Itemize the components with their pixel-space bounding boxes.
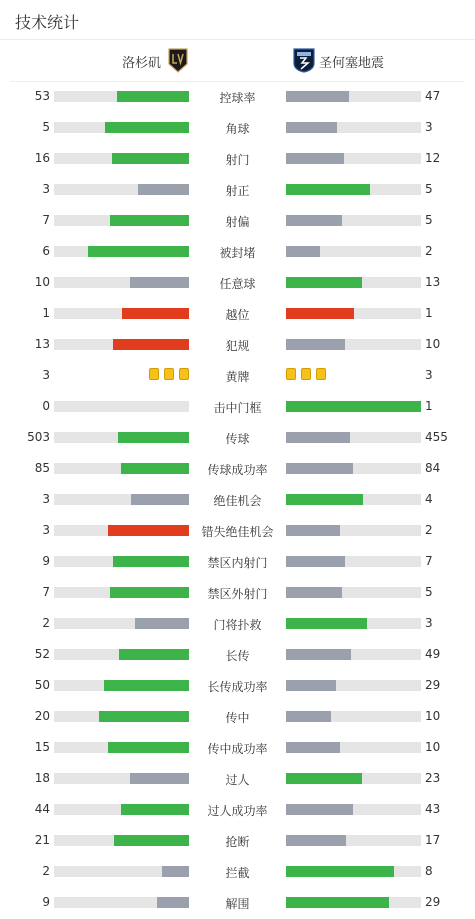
stat-label: 角球 [225,122,250,136]
away-value: 29 [425,895,441,909]
away-bar-track [286,91,421,102]
away-bar-track [286,525,421,536]
away-bar-fill [286,897,389,908]
home-value: 53 [34,89,50,103]
stat-label: 黄牌 [225,370,250,384]
stat-label: 传球 [225,432,250,446]
away-bar-fill [286,91,349,102]
home-bar-fill [157,897,189,908]
away-bar-track [286,215,421,226]
home-value: 52 [34,647,50,661]
away-value: 12 [425,151,441,165]
home-bar-track [54,91,189,102]
home-bar-track [54,246,189,257]
home-value: 3 [42,182,50,196]
away-bar-track [286,401,421,412]
stat-row [0,298,475,329]
home-bar-track [54,587,189,598]
home-value: 16 [34,151,50,165]
away-bar-track [286,804,421,815]
away-value: 2 [425,523,433,537]
stat-label: 射正 [225,184,250,198]
away-value: 23 [425,771,441,785]
home-value: 1 [42,306,50,320]
stat-label: 拦截 [225,866,250,880]
home-bar-track [54,525,189,536]
away-bar-track [286,494,421,505]
away-bar-fill [286,835,346,846]
home-bar-track [54,463,189,474]
away-bar-track [286,618,421,629]
home-bar-track [54,494,189,505]
home-team-name[interactable]: 洛杉矶 [121,56,161,71]
away-bar-fill [286,525,340,536]
away-bar-fill [286,494,363,505]
away-value: 43 [425,802,441,816]
away-bar-track [286,122,421,133]
away-bar-fill [286,804,353,815]
home-value: 503 [27,430,50,444]
away-value: 7 [425,554,433,568]
away-value: 2 [425,244,433,258]
stat-row [0,174,475,205]
home-value: 50 [34,678,50,692]
away-bar-track [286,277,421,288]
stat-label: 犯规 [225,339,250,353]
home-value: 15 [34,740,50,754]
away-bar-track [286,835,421,846]
away-bar-track [286,742,421,753]
home-bar-fill [135,618,189,629]
away-team-name[interactable]: 圣何塞地震 [319,56,385,71]
home-value: 44 [34,802,50,816]
home-value: 3 [42,523,50,537]
home-value: 85 [34,461,50,475]
home-bar-fill [121,804,189,815]
stat-label: 传中 [225,711,250,725]
stat-label: 过人成功率 [207,804,268,818]
stats-list [0,81,475,918]
home-value: 7 [42,213,50,227]
stat-label: 任意球 [219,277,256,291]
home-bar-fill [104,680,189,691]
stat-row [0,267,475,298]
stat-label: 禁区外射门 [207,587,268,601]
away-bar-fill [286,463,353,474]
stat-row [0,670,475,701]
away-bar-track [286,897,421,908]
stat-row [0,484,475,515]
away-bar-fill [286,308,354,319]
home-bar-track [54,401,189,412]
home-bar-track [54,866,189,877]
stat-row [0,546,475,577]
stat-row [0,391,475,422]
away-bar-fill [286,649,351,660]
away-value: 5 [425,182,433,196]
stat-row [0,515,475,546]
away-value: 5 [425,585,433,599]
home-bar-track [54,680,189,691]
away-value: 1 [425,399,433,413]
away-bar-track [286,339,421,350]
away-value: 3 [425,368,433,382]
home-bar-track [54,742,189,753]
away-bar-fill [286,153,344,164]
stat-row [0,732,475,763]
home-bar-track [54,308,189,319]
away-value: 1 [425,306,433,320]
home-value: 3 [42,368,50,382]
stat-row [0,143,475,174]
away-bar-track [286,308,421,319]
stat-label: 解围 [225,897,250,911]
home-bar-track [54,804,189,815]
stat-row [0,112,475,143]
away-bar-fill [286,401,421,412]
away-value: 8 [425,864,433,878]
home-bar-track [54,432,189,443]
stat-row [0,81,475,112]
home-value: 18 [34,771,50,785]
away-bar-fill [286,277,362,288]
stat-row [0,825,475,856]
stat-label: 长传 [225,649,250,663]
away-value: 4 [425,492,433,506]
away-bar-fill [286,215,342,226]
home-value: 20 [34,709,50,723]
yellow-card-icon [316,368,326,380]
home-bar-fill [119,649,189,660]
yellow-card-icon [149,368,159,380]
yellow-card-icon [286,368,296,380]
stat-row [0,639,475,670]
stat-label: 射门 [225,153,250,167]
away-value: 29 [425,678,441,692]
stat-label: 错失绝佳机会 [201,525,274,539]
home-bar-track [54,897,189,908]
away-bar-track [286,463,421,474]
stat-label: 传球成功率 [207,463,268,477]
home-bar-track [54,773,189,784]
home-value: 9 [42,554,50,568]
home-bar-track [54,711,189,722]
home-bar-fill [110,215,189,226]
away-bar-fill [286,742,340,753]
away-bar-track [286,153,421,164]
stat-row [0,887,475,918]
home-bar-track [54,339,189,350]
stat-label: 控球率 [219,91,256,105]
home-bar-track [54,556,189,567]
stat-label: 过人 [225,773,250,787]
home-bar-fill [114,835,189,846]
home-bar-track [54,649,189,660]
home-value: 2 [42,616,50,630]
home-bar-fill [122,308,190,319]
stat-row [0,205,475,236]
home-value: 10 [34,275,50,289]
home-value: 6 [42,244,50,258]
home-bar-fill [112,153,189,164]
home-bar-fill [105,122,189,133]
stat-label: 被封堵 [219,246,256,260]
away-value: 10 [425,740,441,754]
away-bar-track [286,711,421,722]
home-bar-fill [130,277,189,288]
away-bar-fill [286,432,350,443]
home-bar-fill [113,339,189,350]
home-bar-fill [117,91,189,102]
away-value: 10 [425,337,441,351]
home-value: 7 [42,585,50,599]
away-bar-fill [286,680,336,691]
stat-label: 绝佳机会 [213,494,262,508]
stat-label: 越位 [225,308,250,322]
stat-row [0,577,475,608]
home-team-logo-icon[interactable] [168,48,188,73]
stat-label: 门将扑救 [213,618,262,632]
away-bar-track [286,587,421,598]
home-bar-track [54,277,189,288]
away-bar-track [286,773,421,784]
away-bar-fill [286,866,394,877]
away-bar-fill [286,184,370,195]
home-value: 3 [42,492,50,506]
home-value: 13 [34,337,50,351]
home-bar-fill [108,525,189,536]
away-value: 13 [425,275,441,289]
stat-label: 击中门框 [213,401,262,415]
stat-label: 禁区内射门 [207,556,268,570]
home-value: 9 [42,895,50,909]
away-bar-track [286,246,421,257]
stat-row [0,763,475,794]
away-bar-track [286,866,421,877]
home-bar-fill [108,742,189,753]
home-bar-fill [113,556,189,567]
page-title: 技术统计 [15,13,80,32]
stat-row [0,701,475,732]
home-yellow-cards [144,368,189,382]
yellow-card-icon [179,368,189,380]
away-bar-fill [286,246,320,257]
away-bar-fill [286,587,342,598]
home-bar-fill [162,866,189,877]
home-bar-track [54,122,189,133]
home-value: 21 [34,833,50,847]
home-bar-fill [88,246,189,257]
away-bar-fill [286,711,331,722]
away-value: 47 [425,89,441,103]
away-bar-track [286,649,421,660]
away-bar-track [286,556,421,567]
stat-row [0,453,475,484]
stat-row [0,329,475,360]
home-bar-track [54,184,189,195]
stat-label: 射偏 [225,215,250,229]
away-bar-fill [286,773,362,784]
home-bar-fill [118,432,189,443]
team-header [0,40,475,82]
stat-label: 传中成功率 [207,742,268,756]
away-value: 5 [425,213,433,227]
away-bar-track [286,184,421,195]
stat-label: 长传成功率 [207,680,268,694]
away-bar-fill [286,556,345,567]
yellow-card-icon [301,368,311,380]
home-bar-fill [110,587,189,598]
away-value: 49 [425,647,441,661]
away-value: 3 [425,120,433,134]
away-yellow-cards [286,368,331,382]
away-value: 17 [425,833,441,847]
stat-row [0,794,475,825]
stat-label: 抢断 [225,835,250,849]
home-value: 0 [42,399,50,413]
home-bar-track [54,618,189,629]
away-team-logo-icon[interactable] [293,48,315,73]
home-bar-fill [138,184,189,195]
stat-row [0,236,475,267]
yellow-card-icon [164,368,174,380]
home-bar-track [54,835,189,846]
home-value: 5 [42,120,50,134]
stat-row [0,360,475,391]
home-bar-track [54,215,189,226]
away-value: 84 [425,461,441,475]
home-value: 2 [42,864,50,878]
stat-row [0,422,475,453]
home-bar-fill [131,494,189,505]
home-bar-track [54,153,189,164]
away-value: 10 [425,709,441,723]
home-bar-fill [121,463,189,474]
home-bar-fill [99,711,189,722]
title-bar [0,0,475,40]
away-value: 3 [425,616,433,630]
stat-row [0,856,475,887]
away-bar-fill [286,618,367,629]
away-value: 455 [425,430,448,444]
home-bar-fill [130,773,189,784]
away-bar-fill [286,339,345,350]
away-bar-track [286,432,421,443]
away-bar-fill [286,122,337,133]
stat-row [0,608,475,639]
away-bar-track [286,680,421,691]
